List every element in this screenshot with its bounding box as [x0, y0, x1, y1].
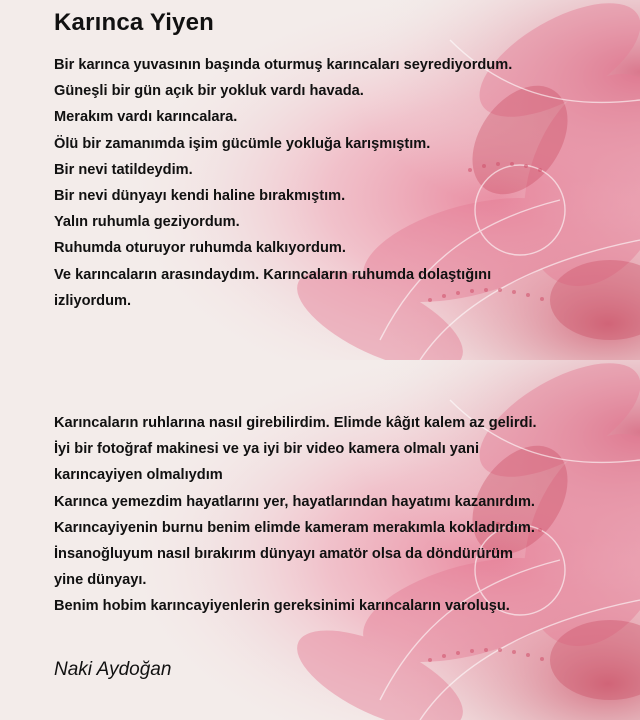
- poem-line: Güneşli bir gün açık bir yokluk vardı havada.: [54, 83, 364, 100]
- poem-line: Yalın ruhumla geziyordum.: [54, 214, 240, 231]
- poem-line: İyi bir fotoğraf makinesi ve ya iyi bir video kamera olmalı yani: [54, 441, 480, 458]
- poem-line: Benim hobim karıncayiyenlerin gereksinimi karıncaların varoluşu.: [54, 598, 510, 615]
- poem-line: Bir nevi tatildeydim.: [54, 161, 193, 178]
- poem-title: Karınca Yiyen: [54, 9, 215, 36]
- poem-line: Bir nevi dünyayı kendi haline bırakmıştım.: [54, 188, 346, 205]
- poem-stanza-2: [54, 410, 614, 620]
- poem-line: karıncayiyen olmalıydım: [54, 467, 223, 484]
- poem-line: Ve karıncaların arasındaydım. Karıncaların ruhumda dolaştığını: [54, 266, 492, 283]
- poem-line: yine dünyayı.: [54, 572, 147, 589]
- poem-line: Karıncayiyenin burnu benim elimde kameram merakımla kokladırdım.: [54, 519, 535, 536]
- poem-author: Naki Aydoğan: [54, 659, 172, 680]
- poem-line: Karıncaların ruhlarına nasıl girebilirdim. Elimde kâğıt kalem az gelirdi.: [54, 415, 537, 431]
- poem-line: Ruhumda oturuyor ruhumda kalkıyordum.: [54, 240, 346, 257]
- poem-line: Ölü bir zamanımda işim gücümle yokluğa karışmıştım.: [54, 135, 431, 152]
- poem-line: Bir karınca yuvasının başında oturmuş karıncaları seyrediyordum.: [54, 57, 513, 73]
- poem-line: İnsanoğluyum nasıl bırakırım dünyayı amatör olsa da döndürürüm: [54, 546, 513, 563]
- poem-line: Karınca yemezdim hayatlarını yer, hayatlarından hayatımı kazanırdım.: [54, 493, 535, 510]
- poem-line: Merakım vardı karıncalara.: [54, 109, 238, 126]
- poem-stanza-1: [54, 52, 614, 314]
- poem-line: izliyordum.: [54, 292, 132, 309]
